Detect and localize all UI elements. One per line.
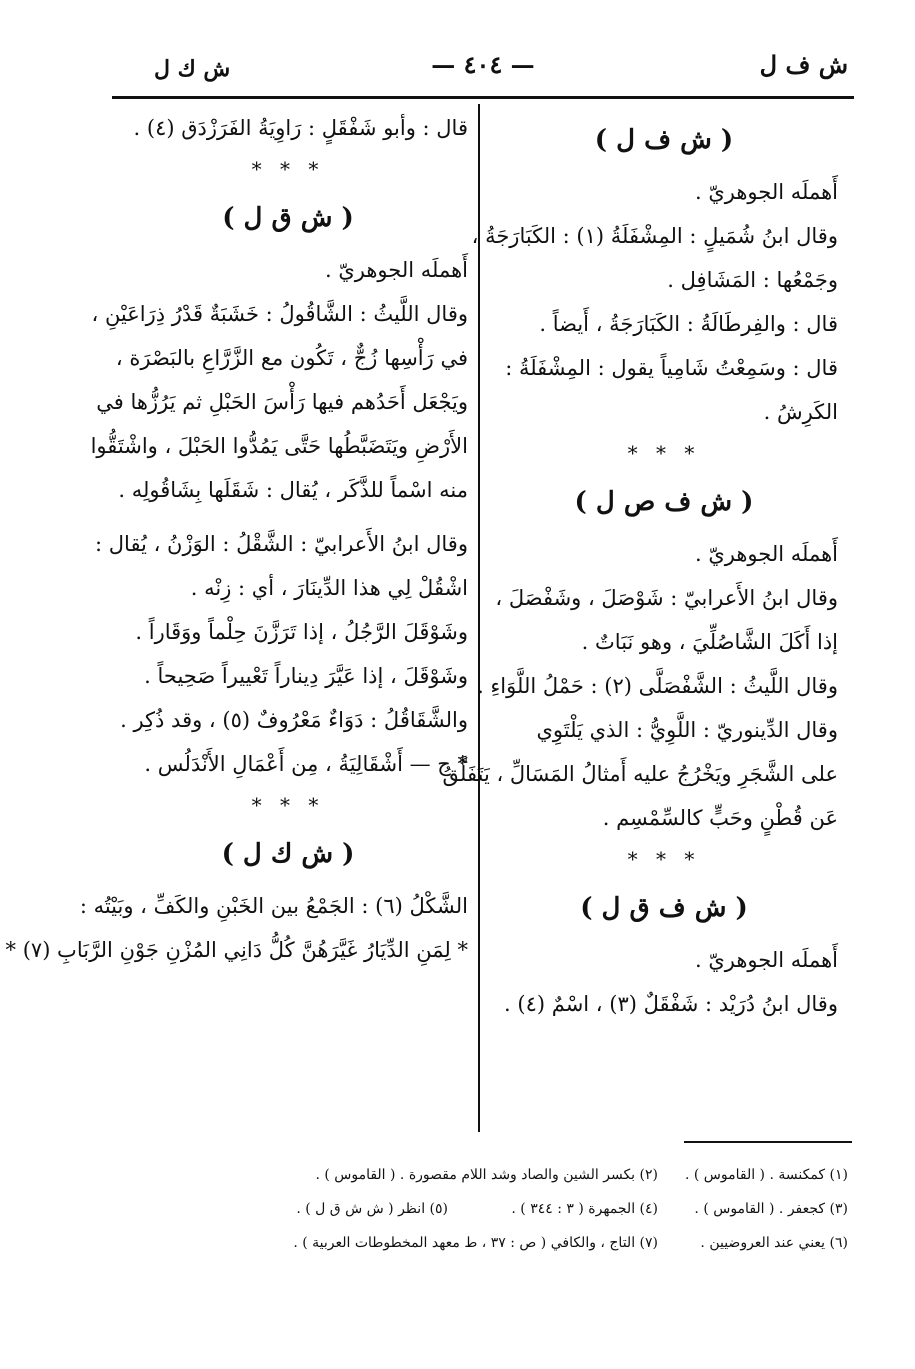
- text-line: وجَمْعُها : المَشَافِل .: [667, 268, 838, 292]
- text-line: قال : وأبو شَفْقَلٍ : رَاوِيَةُ الفَرَزْدَق (٤) .: [133, 116, 468, 140]
- text-line: أَهملَه الجوهريّ .: [694, 542, 838, 566]
- paragraph-gap: [108, 514, 468, 524]
- entry-title: ( ش ف ق ل ): [580, 893, 748, 923]
- footnote-row: [108, 1158, 848, 1192]
- footnote: (٧) التاج ، والكافي ( ص : ٣٧ ، ط معهد المخطوطات العربية ) .: [293, 1235, 658, 1251]
- footnote: (١) كمكنسة . ( القاموس ) .: [684, 1167, 848, 1183]
- text-line: قال : وسَمِعْتُ شَامِياً يقول : المِشْفَلَةُ :: [505, 356, 838, 380]
- header-root-right: ش ف ل: [759, 50, 848, 79]
- text-line: وقال اللَّيثُ : الشَّاقُولُ : خَشَبَةٌ قَدْرُ ذِرَاعَيْنِ ،: [91, 302, 468, 326]
- page-number: — ٤٠٤ —: [431, 50, 535, 79]
- entry-title: ( ش ق ل ): [222, 203, 354, 233]
- entry-title: ( ش ف ص ل ): [574, 487, 754, 517]
- section-separator: * * *: [627, 847, 701, 871]
- footnote: (٤) الجمهرة ( ٣ : ٣٤٤ ) .: [511, 1201, 658, 1217]
- text-line: وقال الدِّينوريّ : اللَّوِيُّ : الذي يَلْتَوِي: [536, 718, 838, 742]
- footnote: (٦) يعني عند العروضيين .: [700, 1235, 848, 1251]
- text-line: وقال ابنُ الأَعرابيّ : شَوْصَلَ ، وشَفْصَلَ ،: [495, 586, 838, 610]
- section-separator: * * *: [251, 157, 325, 181]
- section-separator: * * *: [251, 793, 325, 817]
- entry-title: ( ش ف ل ): [594, 125, 734, 155]
- footnotes: [108, 1158, 848, 1260]
- section-separator: * * *: [627, 441, 701, 465]
- entry-title: ( ش ك ل ): [221, 839, 355, 869]
- footnote: (٥) انظر ( ش ش ق ل ) .: [296, 1201, 448, 1217]
- text-line: اشْقُلْ لِي هذا الدِّينَارَ ، أي : زِنْه .: [190, 576, 468, 600]
- text-line: منه اسْماً للذَّكَر ، يُقال : شَقَلَها بِشَاقُولِه .: [118, 478, 468, 502]
- right-column: [442, 108, 838, 1028]
- header-root-left: ش ك ل: [154, 56, 231, 82]
- text-line: أَهملَه الجوهريّ .: [324, 258, 468, 282]
- footnote: (٣) كجعفر . ( القاموس ) .: [694, 1201, 848, 1217]
- text-line: عَن قُطْنٍ وحَبٍّ كالسِّمْسِم .: [602, 806, 838, 830]
- text-line: وشَوْقَلَ ، إذا عَيَّرَ دِيناراً تَعْييراً صَحِيحاً .: [144, 664, 468, 688]
- text-line: قال : والفِرطَالَةُ : الكَبَارَجَةُ ، أَيضاً .: [539, 312, 838, 336]
- column-divider: [478, 104, 480, 1132]
- text-line: إذا أَكَلَ الشَّاصُلِّيَ ، وهو نَبَاتٌ .: [581, 630, 838, 654]
- text-line: * لِمَنِ الدِّيَارُ غَيَّرَهُنَّ كُلُّ دَانِي المُزْنِ جَوْنِ الرَّبَابِ (٧) *: [5, 938, 468, 962]
- text-line: وشَوْقَلَ الرَّجُلُ ، إذا تَرَزَّنَ حِلْماً ووَقَاراً .: [135, 620, 468, 644]
- text-line: ويَجْعَل أَحَدُهم فيها رَأْسَ الحَبْلِ ثم يَرُزُّها في: [96, 390, 468, 414]
- text-line: الشَّكْلُ (٦) : الجَمْعُ بين الخَبْنِ والكَفِّ ، وبَيْتُه :: [79, 894, 468, 918]
- text-line: على الشَّجَرِ ويَخْرُجُ عليه أَمثالُ المَسَالِّ ، يَتَفَلَّقُ: [442, 762, 838, 786]
- text-line: وقال ابنُ شُمَيلٍ : المِشْفَلَةُ (١) : الكَبَارَجَةُ ،: [471, 224, 838, 248]
- text-line: وقال ابنُ الأَعرابيّ : الشَّقْلُ : الوَزْنُ ، يُقال :: [95, 532, 468, 556]
- footnote: (٢) بكسر الشين والصاد وشد اللام مقصورة . ( القاموس ) .: [315, 1167, 658, 1183]
- text-line: أَهملَه الجوهريّ .: [694, 948, 838, 972]
- text-line: * ح — أَشْقَالِيَةُ ، مِن أَعْمَالِ الأَنْدَلُس .: [144, 752, 468, 776]
- text-line: في رَأْسِها زُجٌّ ، تَكُون مع الزَّرَّاعِ بالبَصْرَة ،: [115, 346, 468, 370]
- text-line: أَهملَه الجوهريّ .: [694, 180, 838, 204]
- text-line: والشَّقَاقُلُ : دَوَاءٌ مَعْرُوفٌ (٥) ، وقد ذُكِر .: [120, 708, 468, 732]
- page-header: [112, 50, 854, 99]
- footnote-row: [108, 1192, 848, 1226]
- text-line: وقال ابنُ دُرَيْد : شَفْقَلٌ (٣) ، اسْمٌ (٤) .: [504, 992, 838, 1016]
- left-column: [5, 108, 468, 974]
- footnote-row: [108, 1226, 848, 1260]
- footnote-rule: [684, 1141, 852, 1143]
- text-line: الأَرْضِ ويَتَضَبَّطُها حَتَّى يَمُدُّوا الحَبْلَ ، واشْتَقُّوا: [90, 434, 468, 458]
- text-line: وقال اللَّيثُ : الشَّفْصَلَّى (٢) : حَمْلُ اللَّوَاءِ .: [477, 674, 838, 698]
- text-line: الكَرِشُ .: [763, 400, 838, 424]
